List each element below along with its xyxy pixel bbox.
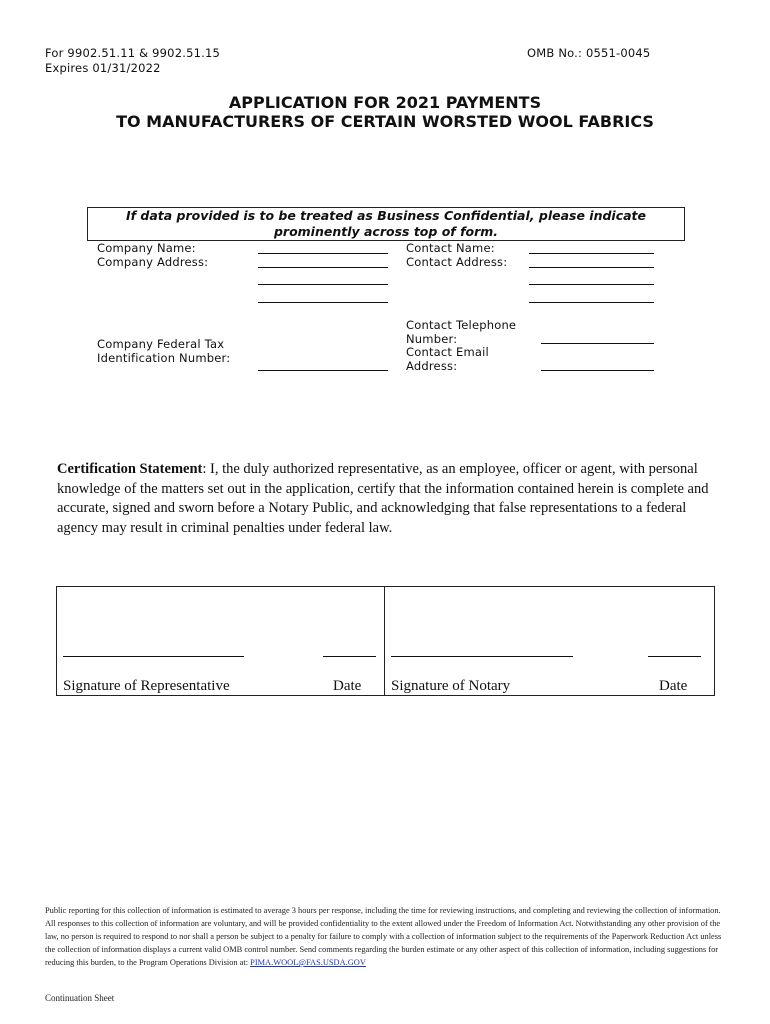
contact-phone-label-line2: Number: xyxy=(406,332,458,346)
contact-email-label-line1: Contact Email xyxy=(406,345,489,359)
company-name-label: Company Name: xyxy=(97,241,196,255)
company-address-field-3[interactable] xyxy=(258,302,388,303)
confidential-notice-line1: If data provided is to be treated as Business Confidential, please indicate xyxy=(125,208,647,223)
contact-address-label: Contact Address: xyxy=(406,255,508,269)
contact-email-link[interactable]: PIMA.WOOL@FAS.USDA.GOV xyxy=(250,958,366,967)
contact-name-label: Contact Name: xyxy=(406,241,495,255)
certification-body: : I, the duly authorized representative, as an employee, officer or agent, with personal knowledge of the matters set out in the application, certify that the information contained herein is complete and accurate, signed and sworn before a Notary Public, and acknowledging that false representations to a federal agency may result in criminal penalties under federal law. xyxy=(57,461,709,536)
contact-email-label-line2: Address: xyxy=(406,359,458,373)
contact-address-field-1[interactable] xyxy=(529,267,654,268)
omb-number: OMB No.: 0551-0045 xyxy=(527,46,651,60)
company-tin-label-line2: Identification Number: xyxy=(97,351,231,365)
certification-heading: Certification Statement xyxy=(57,461,203,477)
certification-statement xyxy=(57,460,717,538)
confidential-notice-line2: prominently across top of form. xyxy=(273,224,499,239)
company-address-field-2[interactable] xyxy=(258,284,388,285)
page-title-line1: APPLICATION FOR 2021 PAYMENTS xyxy=(228,93,542,112)
form-reference: For 9902.51.11 & 9902.51.15 xyxy=(45,46,220,60)
contact-phone-field[interactable] xyxy=(541,343,654,344)
burden-text: Public reporting for this collection of information is estimated to average 3 hours per response, including the time for reviewing instructions, and completing and reviewing the collection of information. All responses to this collection of information are voluntary, and will be provided confidentiality to the extent allowed under the Freedom of Information Act. Notwithstanding any other provision of the law, no person is required to respond to nor shall a person be subject to a penalty for failure to comply with a collection of information subject to the requirements of the Paperwork Reduction Act unless the collection of information displays a current valid OMB control number. Send comments regarding the burden estimate or any other aspect of this collection of information, including suggestions for reducing this burden, to the Program Operations Division at: xyxy=(45,906,722,967)
company-address-label: Company Address: xyxy=(97,255,209,269)
burden-statement xyxy=(45,904,725,969)
notary-date-label: Date xyxy=(659,678,688,694)
notary-signature-label: Signature of Notary xyxy=(391,678,511,694)
company-name-field[interactable] xyxy=(258,253,388,254)
notary-date-field[interactable] xyxy=(648,656,701,657)
representative-date-field[interactable] xyxy=(323,656,376,657)
continuation-sheet-label: Continuation Sheet xyxy=(45,993,115,1003)
representative-signature-field[interactable] xyxy=(63,656,244,657)
contact-phone-label-line1: Contact Telephone xyxy=(406,318,517,332)
company-tin-field[interactable] xyxy=(258,370,388,371)
expiration-date: Expires 01/31/2022 xyxy=(45,61,161,75)
contact-name-field[interactable] xyxy=(529,253,654,254)
contact-address-field-3[interactable] xyxy=(529,302,654,303)
representative-signature-label: Signature of Representative xyxy=(63,678,230,694)
company-tin-label-line1: Company Federal Tax xyxy=(97,337,225,351)
notary-signature-field[interactable] xyxy=(391,656,573,657)
company-address-field-1[interactable] xyxy=(258,267,388,268)
signature-table-divider xyxy=(384,586,385,696)
confidential-notice xyxy=(87,208,685,240)
representative-date-label: Date xyxy=(333,678,362,694)
page-title-line2: TO MANUFACTURERS OF CERTAIN WORSTED WOOL FABRICS xyxy=(116,112,654,131)
contact-address-field-2[interactable] xyxy=(529,284,654,285)
contact-email-field[interactable] xyxy=(541,370,654,371)
